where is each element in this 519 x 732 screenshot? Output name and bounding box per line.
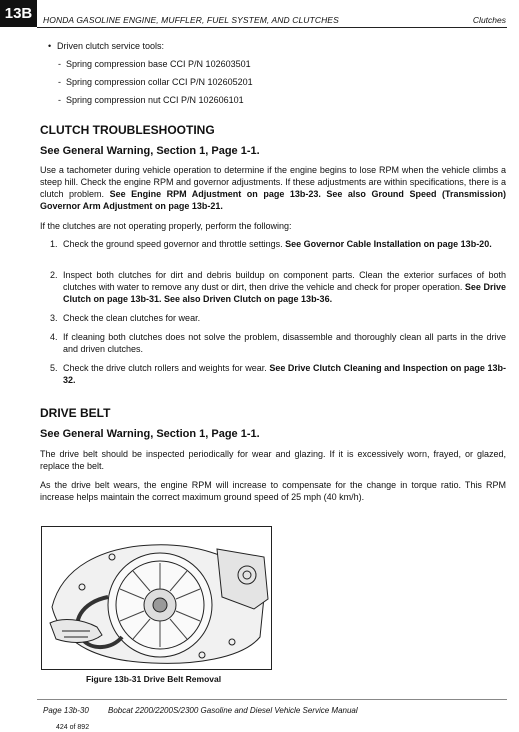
step-text: Check the clean clutches for wear. xyxy=(63,313,201,323)
step-item xyxy=(50,312,506,324)
step-reference: See Drive Clutch Cleaning and Inspection on page 13b-32. xyxy=(63,363,507,385)
section-heading: DRIVE BELT xyxy=(40,406,111,420)
belt-paragraph: The drive belt should be inspected periodically for wear and glazing. If it is excessively worn, frayed, or glazed, replace the belt. xyxy=(40,449,506,471)
step-text: Check the ground speed governor and throttle settings. xyxy=(63,239,286,249)
intro-text: Use a tachometer during vehicle operation to determine if the engine begins to lose RPM when the vehicle climbs a steep hill. Check the engine RPM and governor adjustments. If these adjustments are within specifications, there is a clutch problem. xyxy=(40,165,506,199)
page-counter: 424 of 892 xyxy=(56,724,90,731)
step-text: Inspect both clutches for dirt and debris buildup on component parts. Clean the exterior surfaces of both clutches with water to remove any dust or dirt, then drive the vehicle and check for proper operation. xyxy=(63,270,506,292)
header-rule xyxy=(37,27,507,28)
lead-paragraph: If the clutches are not operating properly, perform the following: xyxy=(40,221,292,231)
step-item xyxy=(50,362,507,386)
tool-item: - Spring compression nut CCI P/N 102606101 xyxy=(66,94,244,106)
step-number: 3. xyxy=(50,313,58,323)
footer-page-number: Page 13b-30 xyxy=(43,706,89,715)
drive-clutch-illustration xyxy=(42,527,271,669)
figure-caption: Figure 13b-31 Drive Belt Removal xyxy=(86,674,222,684)
step-number: 4. xyxy=(50,332,58,342)
warning-heading: See General Warning, Section 1, Page 1-1. xyxy=(40,145,260,157)
step-text: Check the drive clutch rollers and weights for wear. xyxy=(63,363,270,373)
step-reference: See Drive Clutch on page 13b-31. See also Driven Clutch on page 13b-36. xyxy=(63,282,506,304)
step-text: If cleaning both clutches does not solve the problem, disassemble and thoroughly clean all parts in the drive and driven clutches. xyxy=(63,332,506,354)
step-item xyxy=(50,269,506,305)
step-reference: See Governor Cable Installation on page 13b-20. xyxy=(285,239,492,249)
step-number: 1. xyxy=(50,239,58,249)
step-item xyxy=(50,238,506,250)
intro-reference: See Engine RPM Adjustment on page 13b-23. See also Ground Speed (Transmission) Governor Arm Adjustment on page 13b-21. xyxy=(40,189,506,211)
footer-manual-title: Bobcat 2200/2200S/2300 Gasoline and Diesel Vehicle Service Manual xyxy=(108,706,358,715)
tools-bullet: • Driven clutch service tools: xyxy=(57,40,164,52)
header-section: Clutches xyxy=(472,15,506,25)
belt-paragraph: As the drive belt wears, the engine RPM will increase to compensate for the change in torque ratio. This RPM increase helps maintain the correct maximum ground speed of 25 mph (40 km/h). xyxy=(40,480,506,502)
tool-item: - Spring compression base CCI P/N 102603501 xyxy=(66,58,251,70)
step-number: 5. xyxy=(50,363,58,373)
tool-item: - Spring compression collar CCI P/N 102605201 xyxy=(66,76,253,88)
section-badge: 13B xyxy=(0,0,37,27)
figure-illustration xyxy=(41,526,272,670)
step-number: 2. xyxy=(50,270,58,280)
warning-heading: See General Warning, Section 1, Page 1-1. xyxy=(40,428,260,440)
section-heading: CLUTCH TROUBLESHOOTING xyxy=(40,123,215,137)
footer-rule xyxy=(37,699,507,700)
intro-paragraph xyxy=(40,164,506,212)
header-title: HONDA GASOLINE ENGINE, MUFFLER, FUEL SYSTEM, AND CLUTCHES xyxy=(43,15,339,25)
step-item xyxy=(50,331,506,355)
